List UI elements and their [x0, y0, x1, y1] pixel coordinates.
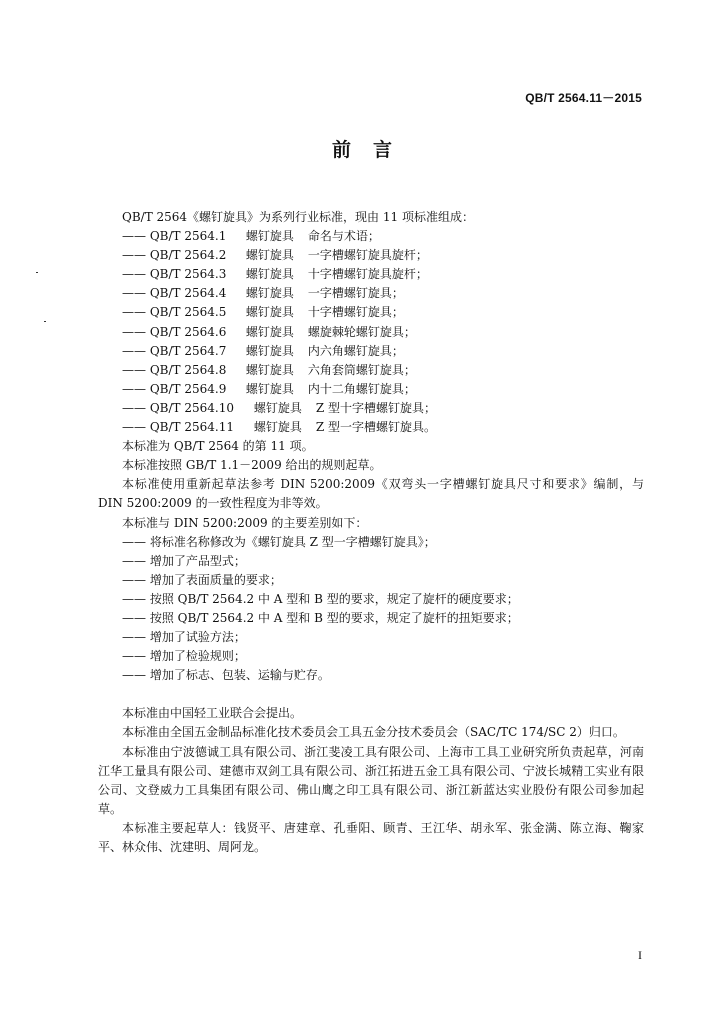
differences-list [98, 533, 644, 686]
part-dash: —— [122, 420, 146, 435]
standard-code: QB/T 2564.11－2015 [525, 91, 642, 105]
part-item [98, 284, 644, 303]
part-number: QB/T 2564.1 [149, 229, 227, 244]
part-category: 螺钉旋具 [245, 362, 294, 377]
part-category: 螺钉旋具 [245, 343, 294, 358]
foreword-body [98, 208, 644, 857]
proposed-paragraph: 本标准由中国轻工业联合会提出。 [122, 706, 303, 721]
page-title: 前言 [331, 139, 414, 161]
part-number: QB/T 2564.8 [149, 362, 227, 377]
difference-dash: —— [122, 553, 146, 568]
difference-dash: —— [122, 534, 146, 549]
difference-item [98, 609, 644, 628]
part-item [98, 246, 644, 265]
part-name: 十字槽螺钉旋具； [307, 305, 404, 320]
part-number: QB/T 2564.9 [149, 381, 227, 396]
part-dash: —— [122, 362, 146, 377]
differences-intro: 本标准与 DIN 5200:2009 的主要差别如下： [122, 515, 368, 530]
part-number: QB/T 2564.2 [149, 248, 227, 263]
part-number: QB/T 2564.3 [149, 267, 227, 282]
part-dash: —— [122, 324, 146, 339]
part-dash: —— [122, 400, 146, 415]
drafters-paragraph: 本标准主要起草人：钱贤平、唐建章、孔垂阳、顾青、王江华、胡永军、张金满、陈立海、鞠家平、林众伟、沈建明、周阿龙。 [98, 820, 644, 854]
part-name: 内六角螺钉旋具； [307, 343, 404, 358]
part-name: 十字槽螺钉旋具旋杆； [307, 267, 428, 282]
part-category: 螺钉旋具 [245, 229, 294, 244]
part-item [98, 342, 644, 361]
part-name: 六角套筒螺钉旋具； [307, 362, 416, 377]
part-item [98, 323, 644, 342]
part-item [98, 227, 644, 246]
difference-text: 增加了表面质量的要求； [149, 572, 282, 587]
part-name: 一字槽螺钉旋具； [307, 286, 404, 301]
difference-item [98, 666, 644, 685]
part-item [98, 265, 644, 284]
part-item [98, 418, 644, 437]
part-name: Z 型十字槽螺钉旋具； [315, 400, 436, 415]
difference-dash: —— [122, 591, 146, 606]
difference-item [98, 628, 644, 647]
part-category: 螺钉旋具 [245, 267, 294, 282]
part-dash: —— [122, 267, 146, 282]
managed-paragraph: 本标准由全国五金制品标准化技术委员会工具五金分技术委员会（SAC/TC 174/SC 2）归口。 [122, 725, 625, 740]
difference-text: 按照 QB/T 2564.2 中 A 型和 B 型的要求，规定了旋杆的扭矩要求； [149, 610, 519, 625]
part-category: 螺钉旋具 [253, 400, 302, 415]
difference-text: 增加了产品型式； [149, 553, 246, 568]
part-category: 螺钉旋具 [245, 248, 294, 263]
difference-text: 将标准名称修改为《螺钉旋具 Z 型一字槽螺钉旋具》； [149, 534, 436, 549]
difference-dash: —— [122, 572, 146, 587]
difference-dash: —— [122, 630, 146, 645]
scan-speck [44, 321, 46, 322]
part-number: QB/T 2564.6 [149, 324, 227, 339]
part-dash: —— [122, 305, 146, 320]
part-dash: —— [122, 248, 146, 263]
parts-list [98, 227, 644, 437]
difference-text: 按照 QB/T 2564.2 中 A 型和 B 型的要求，规定了旋杆的硬度要求； [149, 591, 519, 606]
difference-item [98, 552, 644, 571]
part-category: 螺钉旋具 [245, 381, 294, 396]
part-name: 内十二角螺钉旋具； [307, 381, 416, 396]
part-category: 螺钉旋具 [245, 305, 294, 320]
part-number: QB/T 2564.11 [149, 420, 234, 435]
difference-text: 增加了检验规则； [149, 649, 246, 664]
difference-dash: —— [122, 610, 146, 625]
rules-paragraph: 本标准按照 GB/T 1.1－2009 给出的规则起草。 [122, 458, 382, 473]
part-paragraph: 本标准为 QB/T 2564 的第 11 项。 [122, 439, 314, 454]
part-item [98, 380, 644, 399]
difference-text: 增加了试验方法； [149, 630, 246, 645]
page-number: I [638, 948, 642, 962]
part-item [98, 303, 644, 322]
difference-dash: —— [122, 668, 146, 683]
difference-item [98, 533, 644, 552]
part-dash: —— [122, 286, 146, 301]
difference-item [98, 571, 644, 590]
difference-text: 增加了标志、包装、运输与贮存。 [149, 668, 330, 683]
difference-item [98, 647, 644, 666]
intro-paragraph: QB/T 2564《螺钉旋具》为系列行业标准，现由 11 项标准组成： [122, 210, 474, 224]
part-dash: —— [122, 229, 146, 244]
part-category: 螺钉旋具 [245, 324, 294, 339]
part-name: 一字槽螺钉旋具旋杆； [307, 248, 428, 263]
part-dash: —— [122, 381, 146, 396]
reference-paragraph: 本标准使用重新起草法参考 DIN 5200:2009《双弯头一字槽螺钉旋具尺寸和要求》编制，与 DIN 5200:2009 的一致性程度为非等效。 [98, 477, 644, 511]
drafting-org-paragraph: 本标准由宁波德诚工具有限公司、浙江斐凌工具有限公司、上海市工具工业研究所负责起草，河南江华工量具有限公司、建德市双剑工具有限公司、浙江拓进五金工具有限公司、宁波长城精工实业有限公司、文登威力工具集团有限公司、佛山鹰之印工具有限公司、浙江新蓝达实业股份有限公司参加起草。 [98, 744, 644, 816]
part-category: 螺钉旋具 [245, 286, 294, 301]
part-number: QB/T 2564.5 [149, 305, 227, 320]
part-number: QB/T 2564.4 [149, 286, 227, 301]
part-number: QB/T 2564.7 [149, 343, 227, 358]
part-category: 螺钉旋具 [253, 420, 302, 435]
part-name: 命名与术语； [307, 229, 380, 244]
difference-item [98, 590, 644, 609]
part-item [98, 399, 644, 418]
part-name: Z 型一字槽螺钉旋具。 [315, 420, 436, 435]
part-name: 螺旋棘轮螺钉旋具； [307, 324, 416, 339]
spacer [98, 685, 644, 704]
part-dash: —— [122, 343, 146, 358]
part-number: QB/T 2564.10 [149, 400, 234, 415]
difference-dash: —— [122, 649, 146, 664]
part-item [98, 361, 644, 380]
scan-speck [36, 272, 38, 273]
